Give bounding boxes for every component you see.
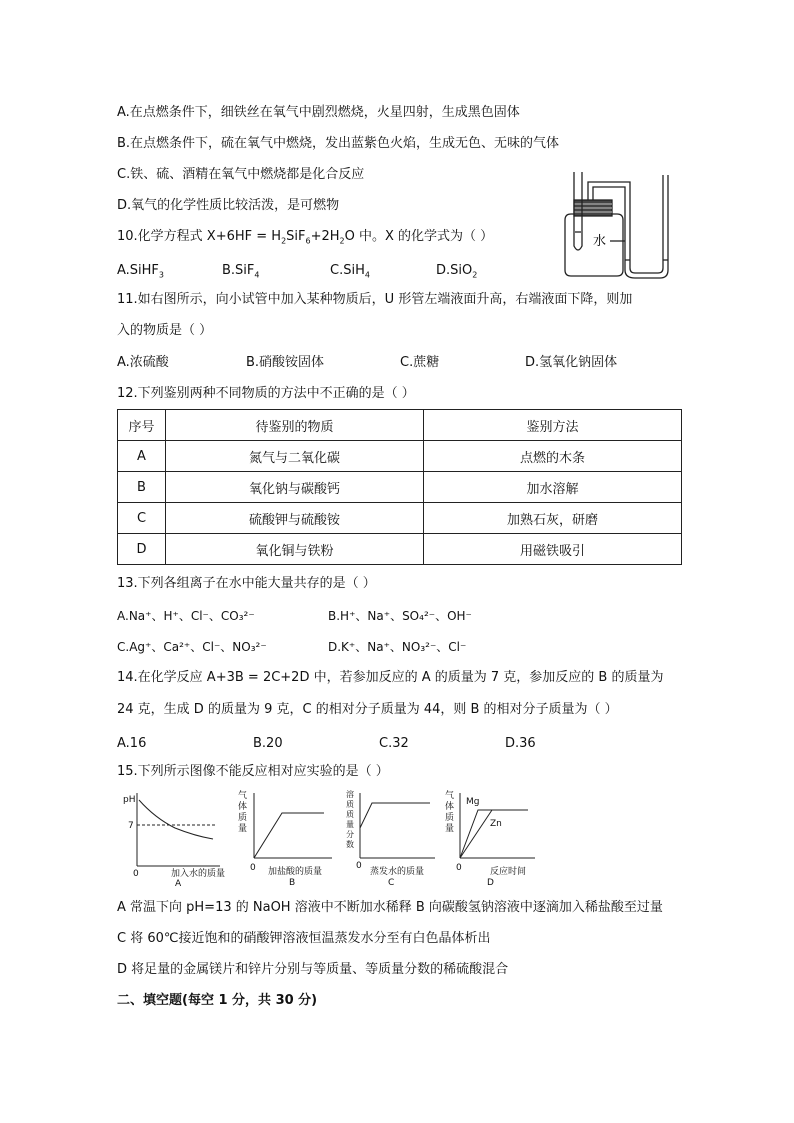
table-cell: 氮气与二氧化碳 — [166, 441, 424, 472]
svg-text:分: 分 — [346, 830, 354, 839]
q15-desc-line1: A 常温下向 pH=13 的 NaOH 溶液中不断加水稀释 B 向碳酸氢钠溶液中逐滴加入稀盐酸至过量 — [117, 900, 663, 915]
table-cell: 加水溶解 — [424, 472, 682, 503]
graph-d-letter: D — [487, 878, 494, 888]
graph-c-origin: 0 — [356, 861, 362, 871]
graph-d-series-zn: Zn — [490, 819, 502, 829]
table-cell: A — [118, 441, 166, 472]
section-title: 二、填空题(每空 1 分，共 30 分) — [117, 993, 318, 1008]
svg-text:体: 体 — [238, 802, 248, 812]
q11-option-a: A.浓硫酸 — [117, 355, 169, 370]
q12-table — [117, 409, 682, 565]
q11-stem-line1: 11.如右图所示，向小试管中加入某种物质后，U 形管左端液面升高，右端液面下降，则加 — [117, 292, 633, 307]
graph-b-origin: 0 — [250, 863, 256, 873]
table-cell: D — [118, 534, 166, 565]
q10-option-b: B.SiF$_4$ — [222, 263, 260, 280]
svg-text:量: 量 — [238, 824, 248, 834]
q10-option-a: A.SiHF$_3$ — [117, 263, 165, 280]
graph-a-tick: 7 — [128, 821, 134, 831]
q9-option-a: A.在点燃条件下，细铁丝在氧气中剧烈燃烧，火星四射，生成黑色固体 — [117, 105, 520, 120]
graph-a-origin: 0 — [133, 869, 139, 879]
table-header-cell: 待鉴别的物质 — [166, 410, 424, 441]
table-header-cell: 序号 — [118, 410, 166, 441]
q11-stem-line2: 入的物质是（ ） — [117, 323, 213, 338]
graph-b-xlabel: 加盐酸的质量 — [268, 867, 323, 877]
table-cell: 用磁铁吸引 — [424, 534, 682, 565]
q15-desc-line3: D 将足量的金属镁片和锌片分别与等质量、等质量分数的稀硫酸混合 — [117, 962, 509, 977]
svg-text:质: 质 — [346, 810, 354, 819]
graph-a-xlabel: 加入水的质量 — [171, 869, 225, 879]
svg-text:数: 数 — [346, 840, 354, 849]
table-cell: C — [118, 503, 166, 534]
q9-option-c: C.铁、硫、酒精在氧气中燃烧都是化合反应 — [117, 167, 365, 182]
q13-option-b: B.H⁺、Na⁺、SO₄²⁻、OH⁻ — [328, 609, 472, 623]
q14-stem-line2: 24 克，生成 D 的质量为 9 克，C 的相对分子质量为 44，则 B 的相对分子质量为（ ） — [117, 702, 618, 717]
graph-c-xlabel: 蒸发水的质量 — [370, 867, 425, 877]
table-cell: 点燃的木条 — [424, 441, 682, 472]
graph-d-series-mg: Mg — [466, 797, 480, 807]
q10-stem: 10.化学方程式 $X+6HF = H_2SiF_6+2H_2O$ 中。X 的化学式为（ ） — [117, 229, 494, 246]
table-row — [118, 503, 682, 534]
svg-text:量: 量 — [346, 820, 354, 829]
svg-text:溶: 溶 — [346, 790, 354, 799]
table-header-row — [118, 410, 682, 441]
svg-text:质: 质 — [238, 813, 248, 823]
svg-text:体: 体 — [445, 802, 455, 812]
graph-a-letter: A — [175, 879, 182, 888]
q14-option-a: A.16 — [117, 736, 147, 751]
q14-option-b: B.20 — [253, 736, 283, 751]
q10-option-c: C.SiH$_4$ — [330, 263, 370, 280]
q11-option-b: B.硝酸铵固体 — [246, 355, 325, 370]
q9-option-b: B.在点燃条件下，硫在氧气中燃烧，发出蓝紫色火焰，生成无色、无味的气体 — [117, 136, 560, 151]
q15-stem: 15.下列所示图像不能反应相对应实验的是（ ） — [117, 764, 389, 779]
table-cell: 硫酸钾与硫酸铵 — [166, 503, 424, 534]
table-row — [118, 472, 682, 503]
graph-b — [232, 788, 337, 888]
table-cell: 加熟石灰，研磨 — [424, 503, 682, 534]
graph-c — [340, 788, 440, 888]
graph-d-origin: 0 — [456, 863, 462, 873]
q15-desc-line2: C 将 60℃接近饱和的硝酸钾溶液恒温蒸发水分至有白色晶体析出 — [117, 931, 491, 946]
graph-a-ylabel: pH — [123, 795, 136, 805]
table-row — [118, 441, 682, 472]
svg-text:气: 气 — [238, 791, 248, 801]
table-cell: 氧化铜与铁粉 — [166, 534, 424, 565]
table-cell: 氧化钠与碳酸钙 — [166, 472, 424, 503]
q12-stem: 12.下列鉴别两种不同物质的方法中不正确的是（ ） — [117, 386, 415, 401]
svg-text:量: 量 — [445, 824, 455, 834]
q14-stem-line1: 14.在化学反应 A+3B = 2C+2D 中，若参加反应的 A 的质量为 7 克，参加反应的 B 的质量为 — [117, 670, 664, 685]
q11-option-c: C.蔗糖 — [400, 355, 440, 370]
table-row — [118, 534, 682, 565]
q13-option-c: C.Ag⁺、Ca²⁺、Cl⁻、NO₃²⁻ — [117, 640, 267, 654]
graph-b-letter: B — [289, 878, 296, 888]
svg-text:质: 质 — [445, 813, 455, 823]
q9-option-d: D.氧气的化学性质比较活泼，是可燃物 — [117, 198, 340, 213]
table-header-cell: 鉴别方法 — [424, 410, 682, 441]
q13-option-a: A.Na⁺、H⁺、Cl⁻、CO₃²⁻ — [117, 609, 255, 623]
graph-d-xlabel: 反应时间 — [490, 867, 527, 877]
q10-option-d: D.SiO$_2$ — [436, 263, 478, 280]
q11-option-d: D.氢氧化钠固体 — [525, 355, 618, 370]
u-tube-apparatus-figure — [540, 170, 690, 285]
graph-a — [115, 788, 225, 888]
q13-option-d: D.K⁺、Na⁺、NO₃²⁻、Cl⁻ — [328, 640, 467, 654]
table-cell: B — [118, 472, 166, 503]
graph-d — [440, 788, 540, 888]
svg-text:气: 气 — [445, 791, 455, 801]
water-label: 水 — [592, 234, 606, 249]
svg-text:质: 质 — [346, 800, 354, 809]
q14-option-d: D.36 — [505, 736, 536, 751]
q14-option-c: C.32 — [379, 736, 409, 751]
q13-stem: 13.下列各组离子在水中能大量共存的是（ ） — [117, 576, 376, 591]
graph-c-letter: C — [388, 878, 395, 888]
